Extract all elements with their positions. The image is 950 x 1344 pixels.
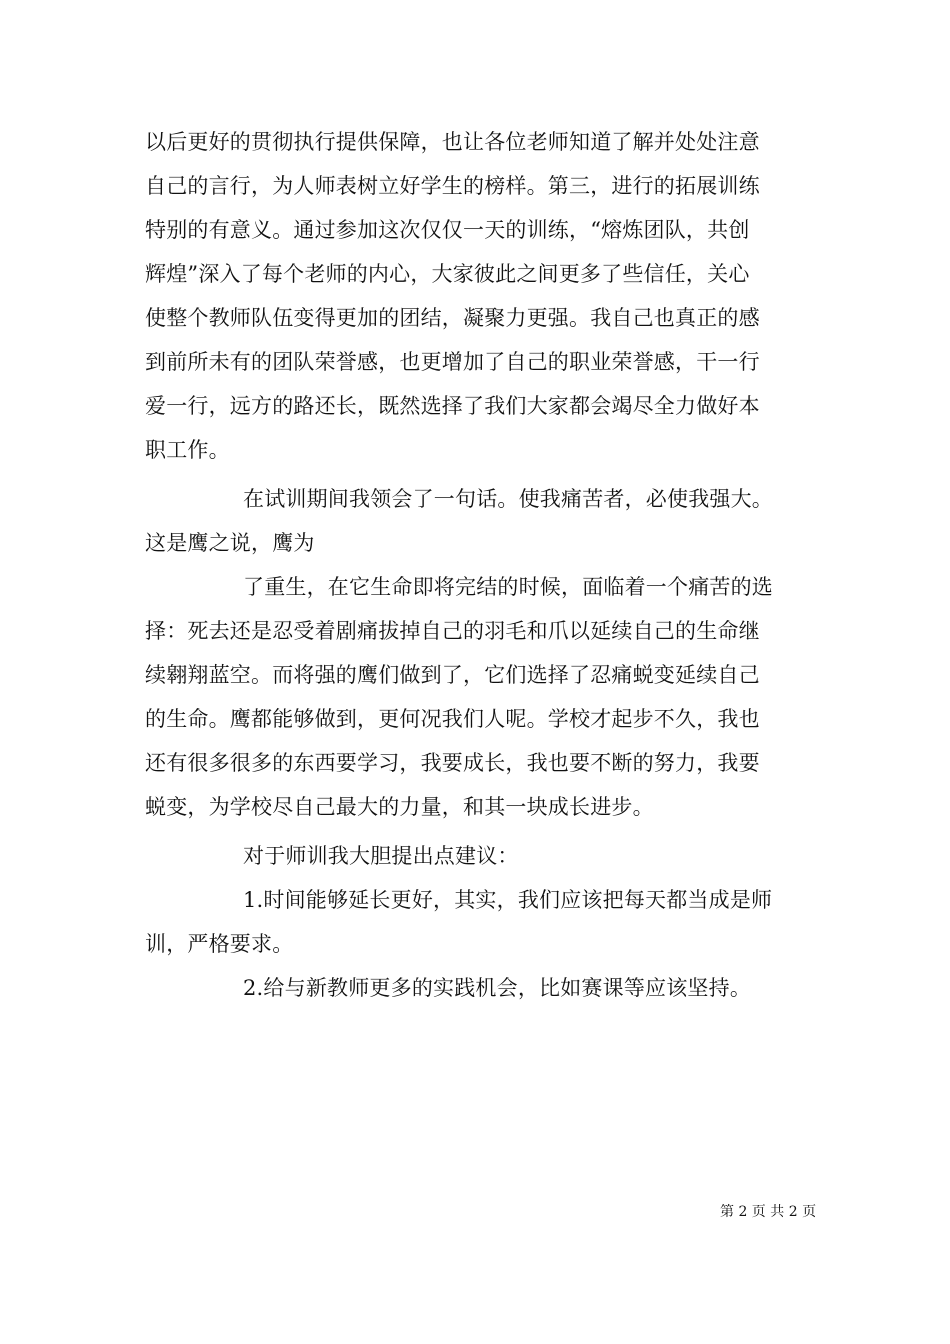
text-line: 使整个教师队伍变得更加的团结，凝聚力更强。我自己也真正的感 xyxy=(145,306,760,330)
text-line: 续翱翔蓝空。而将强的鹰们做到了，它们选择了忍痛蜕变延续自己 xyxy=(145,663,760,687)
text-line: 爱一行，远方的路还长，既然选择了我们大家都会竭尽全力做好本 xyxy=(145,394,760,418)
document-body xyxy=(145,120,810,1010)
text-line: 这是鹰之说，鹰为 xyxy=(145,531,315,555)
text-line: 辉煌”深入了每个老师的内心，大家彼此之间更多了些信任，关心 xyxy=(145,262,750,286)
text-line: 择：死去还是忍受着剧痛拔掉自己的羽毛和爪以延续自己的生命继 xyxy=(145,619,760,643)
text-line: 自己的言行，为人师表树立好学生的榜样。第三，进行的拓展训练 xyxy=(145,174,760,198)
text-line: 职工作。 xyxy=(145,438,230,462)
text-line: 1.时间能够延长更好，其实，我们应该把每天都当成是师 xyxy=(243,888,773,912)
text-line: 以后更好的贯彻执行提供保障，也让各位老师知道了解并处处注意 xyxy=(145,130,760,154)
text-line: 到前所未有的团队荣誉感，也更增加了自己的职业荣誉感，干一行 xyxy=(145,350,760,374)
text-line: 特别的有意义。通过参加这次仅仅一天的训练，“熔炼团队，共创 xyxy=(145,218,750,242)
text-line: 在试训期间我领会了一句话。使我痛苦者，必使我强大。 xyxy=(243,487,773,511)
text-line: 训，严格要求。 xyxy=(145,932,294,956)
text-line: 2.给与新教师更多的实践机会，比如赛课等应该坚持。 xyxy=(243,976,752,1000)
text-line: 蜕变，为学校尽自己最大的力量，和其一块成长进步。 xyxy=(145,795,654,819)
text-line: 对于师训我大胆提出点建议： xyxy=(243,844,519,868)
text-line: 了重生，在它生命即将完结的时候，面临着一个痛苦的选 xyxy=(243,575,773,599)
text-line: 的生命。鹰都能够做到，更何况我们人呢。学校才起步不久，我也 xyxy=(145,707,760,731)
page-number-footer: 第 2 页 共 2 页 xyxy=(720,1204,817,1220)
text-line: 还有很多很多的东西要学习，我要成长，我也要不断的努力，我要 xyxy=(145,751,760,775)
